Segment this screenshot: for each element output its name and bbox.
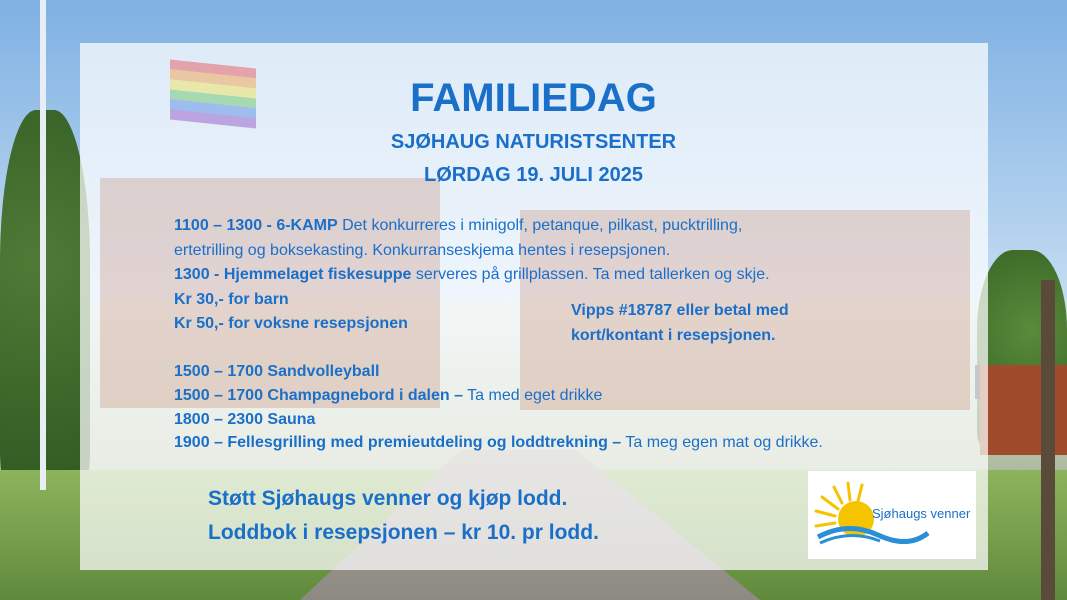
- vipps-line-2: kort/kontant i resepsjonen.: [571, 327, 776, 344]
- vipps-line-1: Vipps #18787 eller betal med: [571, 302, 789, 319]
- program-time: 1300 - Hjemmelaget fiskesuppe: [174, 266, 412, 283]
- support-line-2: Loddbok i resepsjonen – kr 10. pr lodd.: [208, 521, 599, 544]
- wooden-pole: [1041, 280, 1055, 600]
- program-line-6-kamp: [174, 217, 742, 235]
- program-desc: ertetrilling og boksekasting. Konkurranseskjema hentes i resepsjonen.: [174, 242, 671, 259]
- event-date: LØRDAG 19. JULI 2025: [424, 164, 643, 186]
- program-desc: serveres på grillplassen. Ta med tallerken og skje.: [411, 266, 770, 283]
- program-time: 1500 – 1700 Sandvolleyball: [174, 363, 380, 380]
- venue-name: SJØHAUG NATURISTSENTER: [390, 131, 677, 153]
- program-desc: Ta meg egen mat og drikke.: [621, 434, 823, 451]
- program-desc: Ta med eget drikke: [463, 387, 603, 404]
- program-line-fiskesuppe: [174, 266, 770, 284]
- program-time: 1500 – 1700 Champagnebord i dalen –: [174, 387, 464, 404]
- price-adults-text: Kr 50,- for voksne resepsjonen: [174, 315, 408, 332]
- price-children-text: Kr 30,- for barn: [174, 291, 289, 308]
- program-line-champagne: [174, 387, 602, 405]
- program-line-sandvolleyball: [174, 363, 379, 381]
- program-desc: Det konkurreres i minigolf, petanque, pilkast, pucktrilling,: [337, 217, 743, 234]
- price-adults: [174, 315, 408, 333]
- program-time: 1100 – 1300 - 6-KAMP: [174, 217, 338, 234]
- program-line-fellesgrilling: [174, 434, 823, 452]
- page-title: FAMILIEDAG: [410, 76, 657, 120]
- program-line-6-kamp-cont: [174, 242, 670, 260]
- program-time: 1800 – 2300 Sauna: [174, 411, 316, 428]
- program-time: 1900 – Fellesgrilling med premieutdeling og loddtrekning –: [174, 434, 622, 451]
- price-children: [174, 291, 289, 309]
- flag-pole: [40, 0, 46, 490]
- support-line-1: Støtt Sjøhaugs venner og kjøp lodd.: [208, 487, 568, 510]
- program-line-sauna: [174, 411, 315, 429]
- logo-text: Sjøhaugs venner: [872, 506, 971, 521]
